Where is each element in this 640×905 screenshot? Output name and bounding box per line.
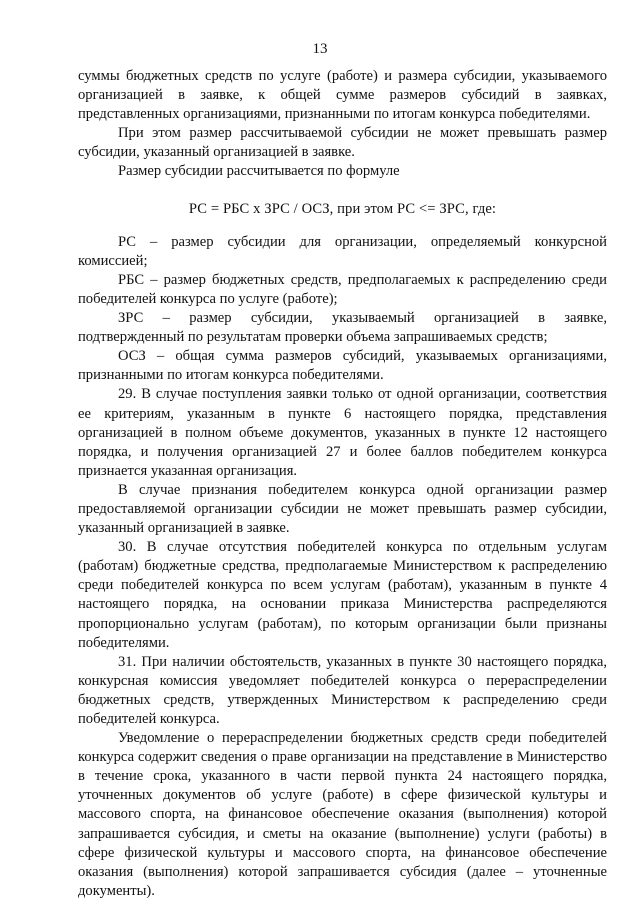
paragraph-notification: Уведомление о перераспределении бюджетных средств среди победителей конкурса содержит сведения о праве организации на представление в Министерство в течение срока, указанного в части первой пункта 24 настоящего порядка, уточненных документов об услуге (работе) в сфере физической культуры и массового спорта, на финансовое обеспечение оказания (выполнения) которой запрашивается субсидия, и сметы на оказание (выполнение) услуги (работы) в сфере физической культуры и массового спорта, на финансовое обеспечение оказания (выполнения) которой запрашивается субсидия (далее – уточненные документы). bbox=[78, 730, 607, 899]
paragraph-item-31: 31. При наличии обстоятельств, указанных в пункте 30 настоящего порядка, конкурсная комиссия уведомляет победителей конкурса о перераспределении бюджетных средств, утвержденных Министерством к распределению среди победителей конкурса. bbox=[78, 653, 607, 727]
paragraph-single-winner: В случае признания победителем конкурса одной организации размер предоставляемой организации субсидии не может превышать размер субсидии, указанный организацией в заявке. bbox=[78, 481, 607, 537]
definition-rbs: РБС – размер бюджетных средств, предполагаемых к распределению среди победителей конкурса по услуге (работе); bbox=[78, 271, 607, 307]
definition-osz: ОСЗ – общая сумма размеров субсидий, указываемых организациями, признанными по итогам конкурса победителями. bbox=[78, 348, 607, 384]
paragraph-subsidy-limit: При этом размер рассчитываемой субсидии не может превышать размер субсидии, указанный организацией в заявке. bbox=[78, 125, 607, 161]
paragraph-formula-intro: Размер субсидии рассчитывается по формуле bbox=[118, 163, 400, 180]
document-body bbox=[78, 67, 607, 901]
paragraph-item-30: 30. В случае отсутствия победителей конкурса по отдельным услугам (работам) бюджетные средства, предполагаемые Министерством к распределению среди победителей конкурса по всем услугам (работам), указанным в пункте 4 настоящего порядка, на основании приказа Министерства распределяются пропорционально услугам (работам), по которым организации были признаны победителями. bbox=[78, 539, 607, 651]
definition-rs: РС – размер субсидии для организации, определяемый конкурсной комиссией; bbox=[78, 233, 607, 269]
page-number: 13 bbox=[312, 41, 328, 57]
formula-line: РС = РБС x ЗРС / ОСЗ, при этом РС <= ЗРС, где: bbox=[188, 200, 497, 217]
definition-zrs: ЗРС – размер субсидии, указываемый организацией в заявке, подтвержденный по результатам проверки объема запрашиваемых средств; bbox=[78, 310, 607, 346]
paragraph-item-29: 29. В случае поступления заявки только от одной организации, соответствия ее критериям, указанным в пункте 6 настоящего порядка, представления организацией в полном объеме документов, указанных в пункте 12 настоящего порядка, и получения организацией 27 и более баллов победителем конкурса признается указанная организация. bbox=[78, 386, 607, 479]
paragraph-continuation: суммы бюджетных средств по услуге (работе) и размера субсидии, указываемого организацией в заявке, к общей сумме размеров субсидий в заявках, представленных организациями, признанными по итогам конкурса победителями. bbox=[78, 68, 607, 123]
